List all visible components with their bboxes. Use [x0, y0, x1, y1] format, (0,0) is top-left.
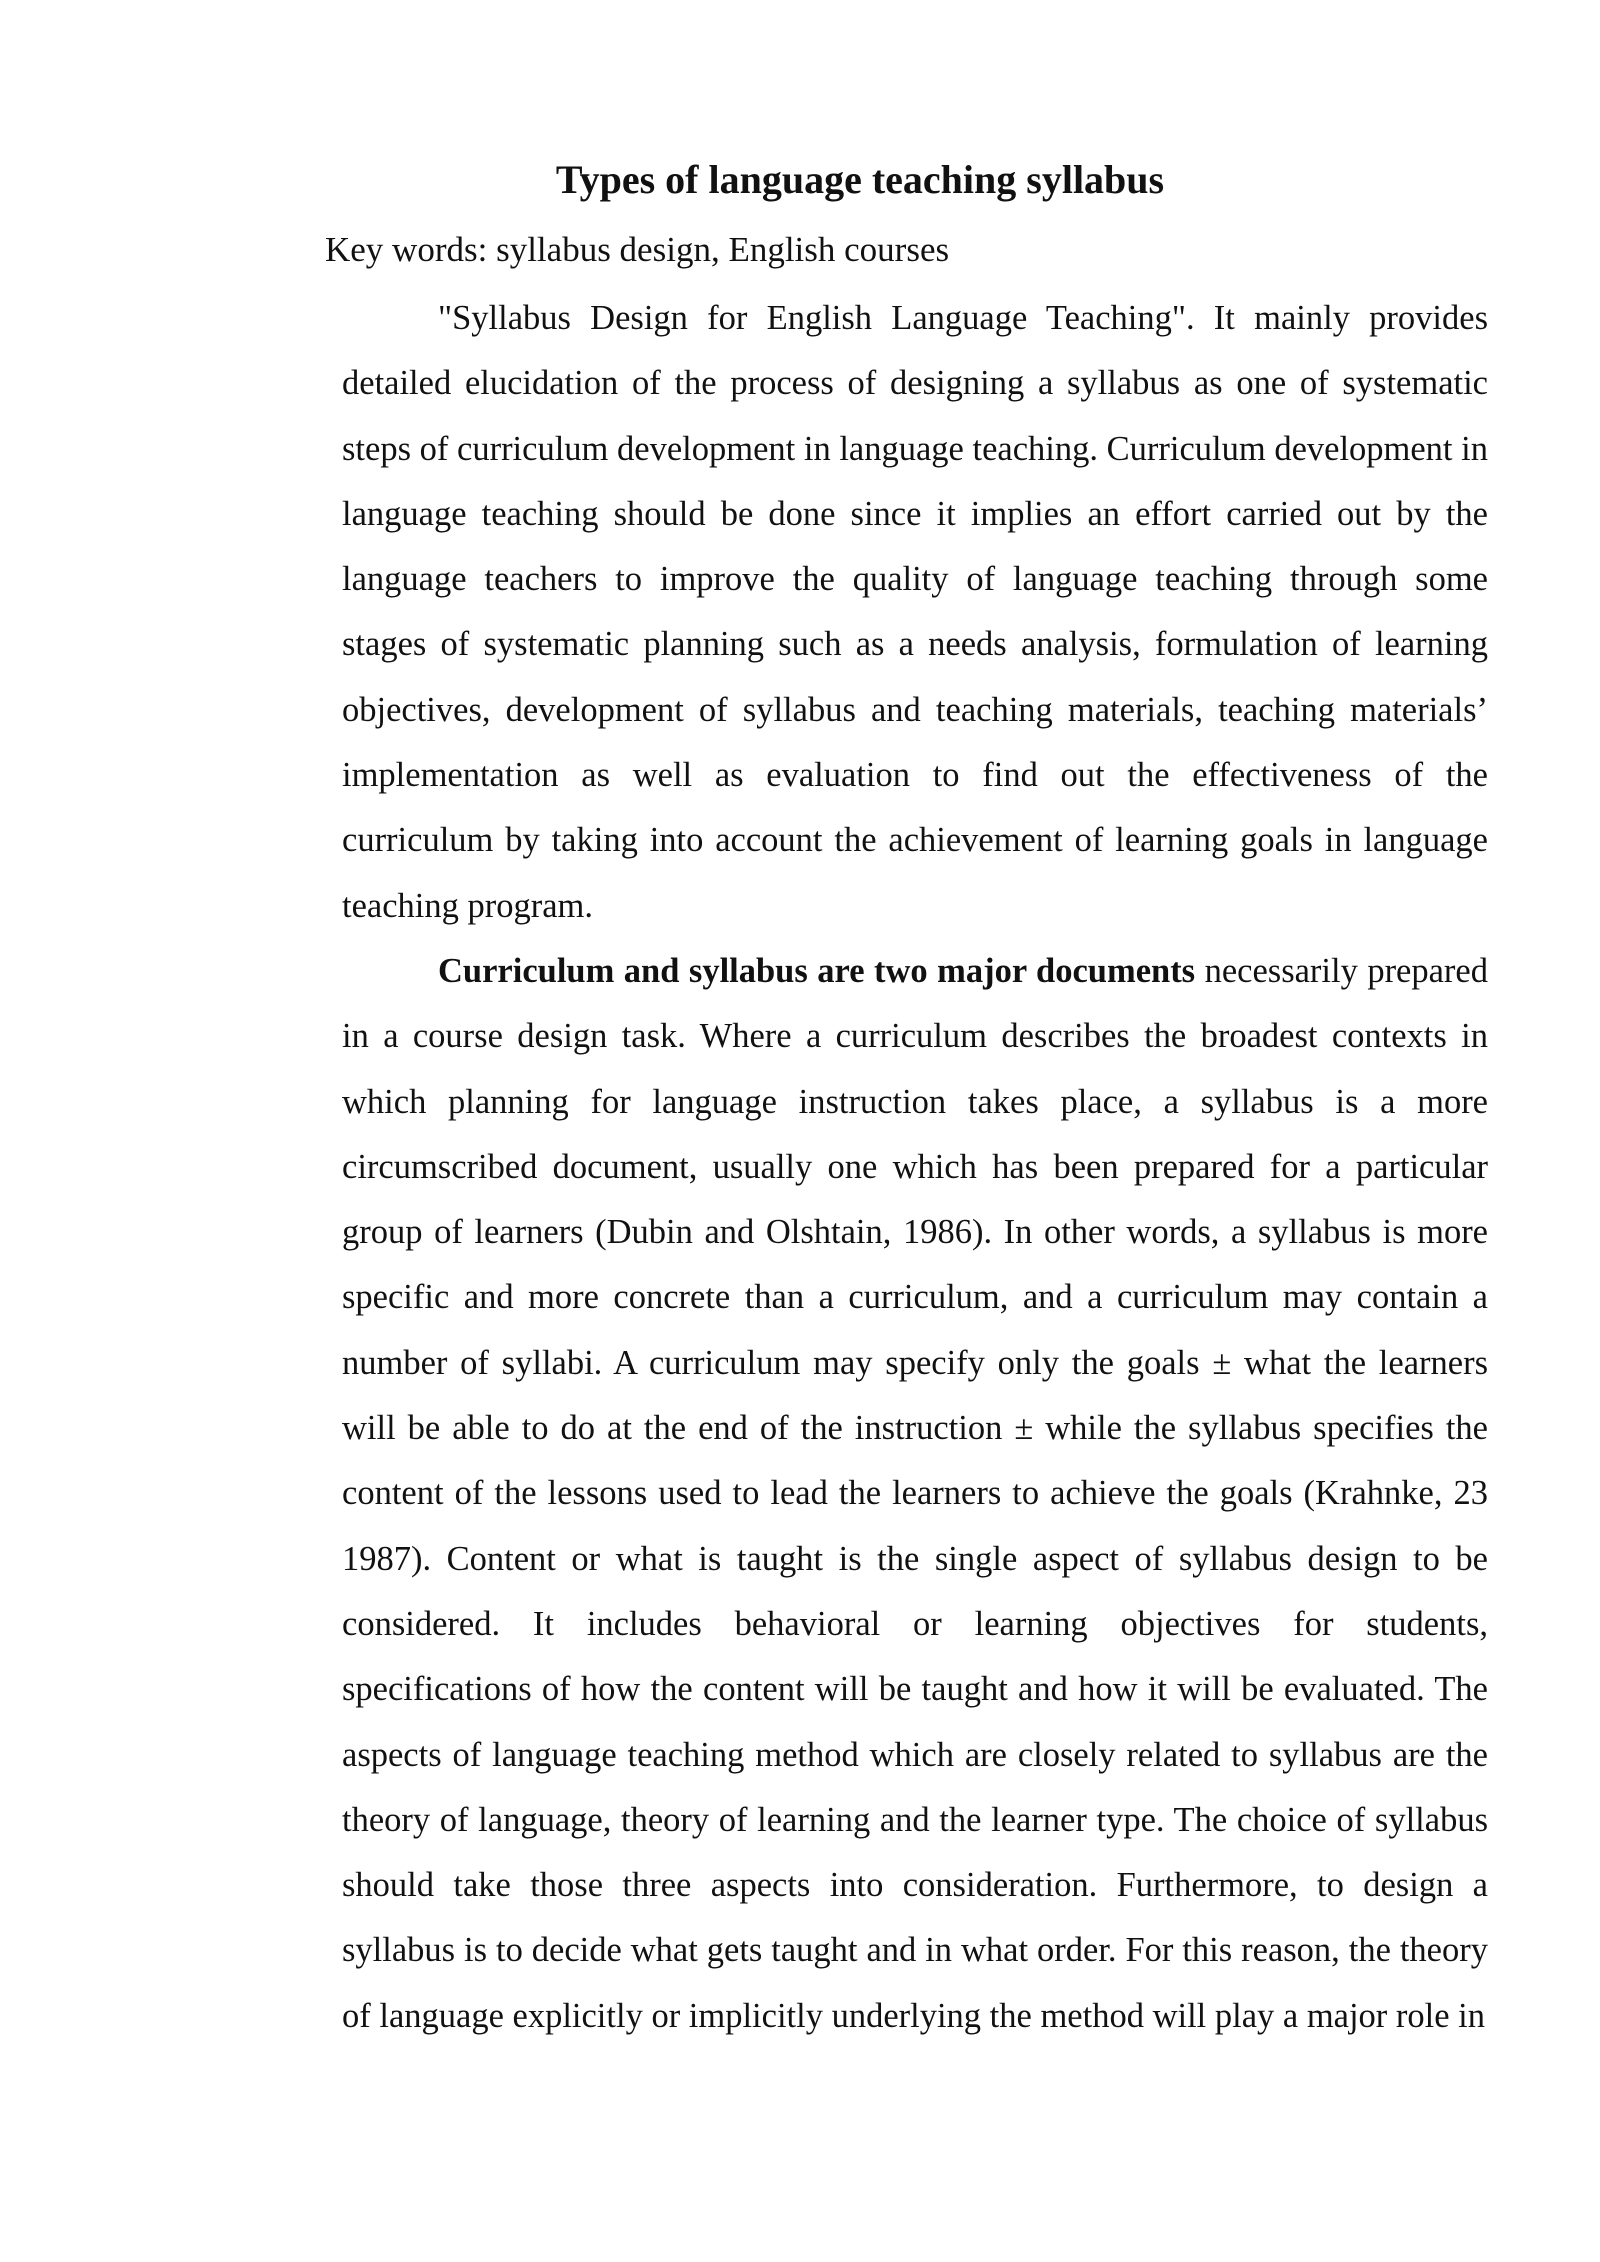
paragraph-2-text: necessarily prepared in a course design task. Where a curriculum describes the broadest contexts in which planning for language instruction takes place, a syllabus is a more circumscribed document, usually one which has been prepared for a particular group of learners (Dubin and Olshtain, 1986). In other words, a syllabus is more specific and more concrete than a curriculum, and a curriculum may contain a number of syllabi. A curriculum may specify only the goals ± what the learners will be able to do at the end of the instruction ± while the syllabus specifies the content of the lessons used to lead the learners to achieve the goals (Krahnke, 23 1987). Content or what is taught is the single aspect of syllabus design to be considered. It includes behavioral or learning objectives for students, specifications of how the content will be taught and how it will be evaluated. The aspects of language teaching method which are closely related to syllabus are the theory of language, theory of learning and the learner type. The choice of syllabus should take those three aspects into consideration. Furthermore, to design a syllabus is to decide what gets taught and in what order. For this reason, the theory of language explicitly or implicitly underlying the method will play a major role in — [342, 951, 1488, 2035]
paragraph-2 — [342, 939, 1488, 2049]
paragraph-1-text: "Syllabus Design for English Language Teaching". It mainly provides detailed elucidation of the process of designing a syllabus as one of systematic steps of curriculum development in language teaching. Curriculum development in language teaching should be done since it implies an effort carried out by the language teachers to improve the quality of language teaching through some stages of systematic planning such as a needs analysis, formulation of learning objectives, development of syllabus and teaching materials, teaching materials’ implementation as well as evaluation to find out the effectiveness of the curriculum by taking into account the achievement of learning goals in language teaching program. — [342, 299, 1488, 925]
paragraph-2-bold-lead: Curriculum and syllabus are two major documents — [438, 951, 1196, 990]
document-title: Types of language teaching syllabus — [555, 157, 1165, 202]
paragraph-1 — [342, 286, 1488, 939]
keywords-line: Key words: syllabus design, English courses — [325, 230, 950, 269]
document-body — [342, 286, 1488, 2049]
